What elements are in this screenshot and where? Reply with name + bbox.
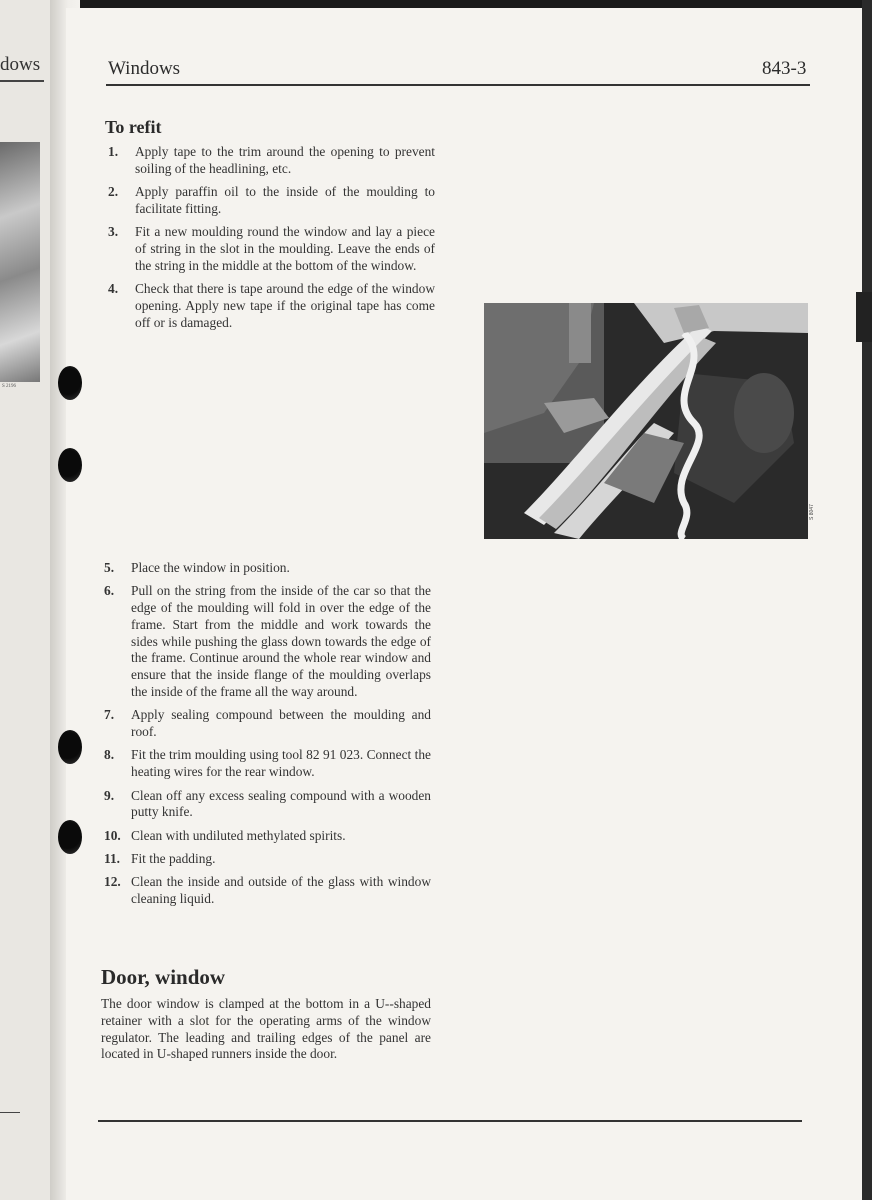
binder-hole <box>58 448 82 482</box>
list-item <box>104 747 432 781</box>
step-number: 5. <box>104 560 115 575</box>
previous-page-photo <box>0 142 40 382</box>
footer-rule <box>98 1120 802 1122</box>
step-text: Clean with undiluted methylated spirits. <box>131 827 346 843</box>
step-text: Fit a new moulding round the window and lay a piece of string in the slot in the moulding. Leave the ends of the string in the middle at the bottom of the window. <box>135 224 435 273</box>
step-text: Place the window in position. <box>131 560 290 575</box>
step-number: 9. <box>104 787 115 803</box>
installation-photo <box>484 303 808 539</box>
previous-page-footer-rule <box>0 1112 20 1113</box>
step-text: Clean the inside and outside of the glass with window cleaning liquid. <box>131 874 431 907</box>
step-text: Apply paraffin oil to the inside of the moulding to facilitate fitting. <box>135 184 435 216</box>
step-number: 11. <box>104 850 120 866</box>
section-tab-marker <box>856 292 872 342</box>
previous-page-title: dows <box>0 54 41 75</box>
list-item <box>104 707 432 741</box>
step-text: Apply sealing compound between the moulding and roof. <box>131 707 431 740</box>
step-number: 3. <box>108 224 119 240</box>
page-number: 843-3 <box>762 58 807 79</box>
door-window-paragraph: The door window is clamped at the bottom in a U--shaped retainer with a slot for the operating arms of the window regulator. The leading and trailing edges of the panel are located in U-shaped runners inside the door. <box>101 996 431 1062</box>
list-item <box>104 560 432 577</box>
step-text: Apply tape to the trim around the opening to prevent soiling of the headlining, etc. <box>135 144 435 176</box>
step-number: 7. <box>104 707 115 723</box>
page-header-title: Windows <box>108 58 181 79</box>
step-number: 6. <box>104 583 115 599</box>
list-item <box>104 788 432 822</box>
list-item <box>104 874 432 908</box>
previous-page-rule <box>0 80 44 82</box>
page-edge <box>862 0 872 1200</box>
list-item <box>104 828 432 845</box>
list-item <box>108 144 436 178</box>
binder-hole <box>58 820 82 854</box>
step-number: 10. <box>104 827 121 843</box>
photo-code: S 8047 <box>809 504 815 520</box>
step-number: 1. <box>108 144 119 159</box>
header-rule <box>106 84 810 86</box>
step-text: Check that there is tape around the edge of the window opening. Apply new tape if the original tape has come off or is damaged. <box>135 281 435 330</box>
list-item <box>104 583 432 701</box>
step-text: Fit the padding. <box>131 850 216 866</box>
step-text: Pull on the string from the inside of the car so that the edge of the moulding will fold in over the edge of the frame. Start from the middle and work towards the sides while pushing the glass down towards the edge of the frame. Continue around the whole rear window and ensure that the inside flange of the moulding overlaps the inside of the frame all the way around. <box>131 583 431 700</box>
step-number: 4. <box>108 281 119 297</box>
section-heading-refit: To refit <box>105 117 162 137</box>
step-number: 2. <box>108 184 119 200</box>
refit-steps-list-continued <box>104 560 432 914</box>
list-item <box>104 851 432 868</box>
step-number: 8. <box>104 747 115 763</box>
step-number: 12. <box>104 874 121 890</box>
binder-hole <box>58 366 82 400</box>
previous-page-photo-code: S 2196 <box>2 384 17 389</box>
step-text: Fit the trim moulding using tool 82 91 023. Connect the heating wires for the rear window. <box>131 747 431 780</box>
list-item <box>108 281 436 331</box>
binder-hole <box>58 730 82 764</box>
list-item <box>108 184 436 218</box>
list-item <box>108 224 436 274</box>
photo-illustration <box>484 303 808 539</box>
refit-steps-list <box>108 144 436 338</box>
step-text: Clean off any excess sealing compound with a wooden putty knife. <box>131 787 431 820</box>
section-heading-door-window: Door, window <box>101 965 226 989</box>
